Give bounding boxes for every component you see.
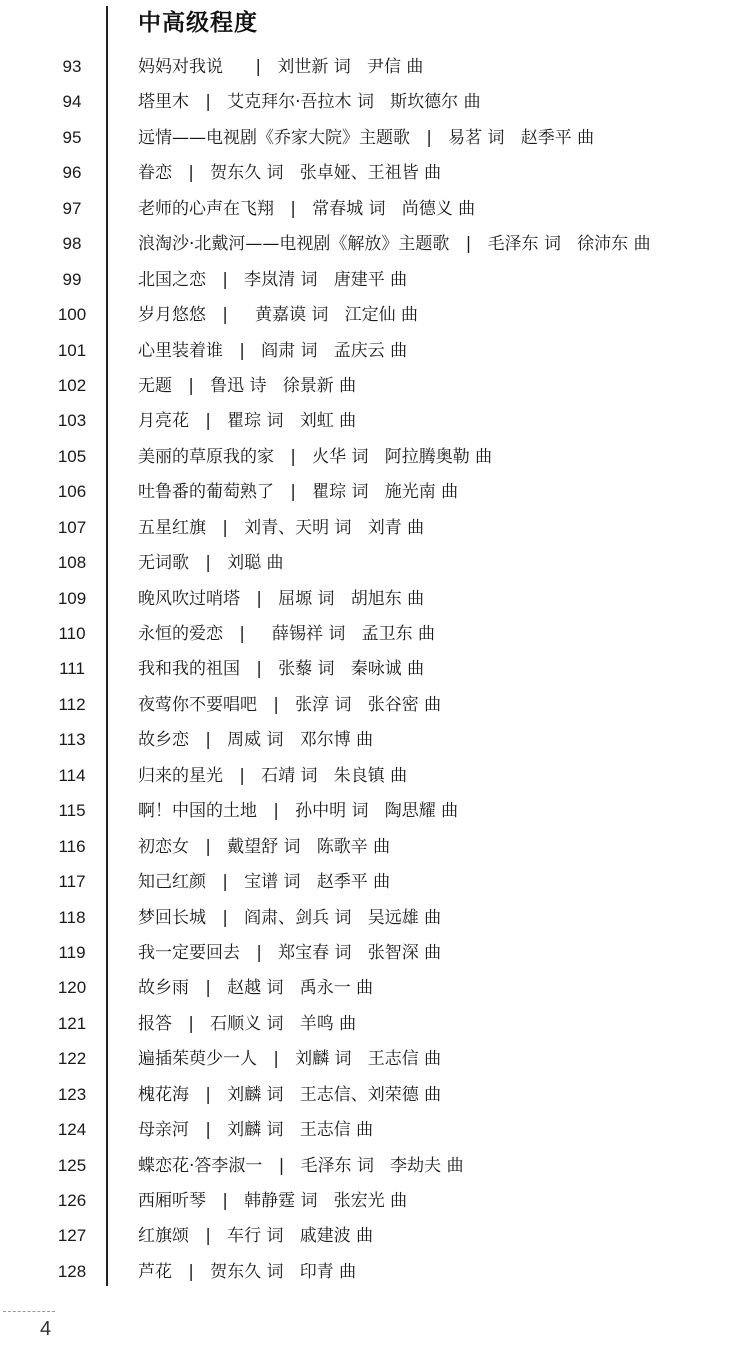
list-item [0,617,750,652]
entry-number: 100 [57,305,87,325]
entry-number: 96 [62,163,82,183]
list-item [0,1149,750,1184]
entry-title: 槐花海 | 刘麟 词 王志信、刘荣德 曲 [138,1084,442,1105]
entry-number: 94 [62,92,82,112]
page-divider [3,1311,55,1312]
list-item [0,298,750,333]
entry-number: 107 [57,517,87,537]
list-item [0,1007,750,1042]
entry-number: 120 [57,978,87,998]
list-item [0,475,750,510]
page-number: 4 [40,1318,52,1340]
list-item [0,971,750,1006]
list-item [0,1078,750,1113]
entry-title: 母亲河 | 刘麟 词 王志信 曲 [138,1120,374,1141]
list-item [0,263,750,298]
entry-number: 106 [57,482,87,502]
section-number: 91 [57,4,79,24]
entry-title: 无题 | 鲁迅 诗 徐景新 曲 [138,375,357,396]
list-item [0,1184,750,1219]
section-title: 中高级程度 [138,10,258,36]
entry-title: 报答 | 石顺义 词 羊鸣 曲 [138,1013,357,1034]
entry-number: 113 [58,730,86,750]
list-item [0,85,750,120]
entry-title: 芦花 | 贺东久 词 印青 曲 [138,1261,357,1282]
contents-list [0,50,750,1290]
entry-number: 126 [57,1191,87,1210]
entry-number: 112 [58,694,86,714]
list-item [0,652,750,687]
entry-title: 红旗颂 | 车行 词 戚建波 曲 [138,1226,374,1247]
entry-title: 归来的星光 | 石靖 词 朱良镇 曲 [138,765,408,786]
entry-title: 老师的心声在飞翔 | 常春城 词 尚德义 曲 [138,198,476,219]
list-item [0,723,750,758]
list-item [0,334,750,369]
entry-title: 西厢听琴 | 韩静霆 词 张宏光 曲 [138,1191,408,1211]
entry-number: 123 [57,1084,87,1104]
list-item [0,865,750,900]
entry-title: 月亮花 | 瞿琮 词 刘虹 曲 [138,411,357,432]
entry-number: 102 [57,375,87,395]
entry-number: 125 [57,1155,87,1175]
list-item [0,192,750,227]
list-item [0,511,750,546]
entry-number: 111 [59,659,85,679]
entry-number: 127 [57,1226,87,1246]
entry-title: 五星红旗 | 刘青、天明 词 刘青 曲 [138,517,425,538]
list-item [0,1219,750,1254]
entry-title: 我一定要回去 | 郑宝春 词 张智深 曲 [138,942,442,963]
list-item [0,688,750,723]
entry-number: 118 [58,907,86,927]
entry-number: 93 [62,57,82,76]
entry-title: 妈妈对我说 | 刘世新 词 尹信 曲 [138,57,424,77]
entry-number: 121 [57,1013,87,1033]
list-item [0,227,750,262]
entry-number: 115 [58,801,86,821]
entry-number: 99 [62,269,82,289]
list-item [0,546,750,581]
entry-number: 109 [57,588,87,608]
list-item [0,1113,750,1148]
entry-number: 122 [57,1049,87,1069]
list-item [0,404,750,439]
list-item [0,1255,750,1290]
entry-title: 岁月悠悠 | 黄嘉谟 词 江定仙 曲 [138,305,418,326]
list-item [0,50,750,85]
entry-number: 114 [58,765,86,785]
entry-number: 110 [58,624,86,643]
entry-title: 永恒的爱恋 | 薛锡祥 词 孟卫东 曲 [138,624,435,644]
list-item [0,830,750,865]
entry-number: 105 [57,446,87,466]
entry-title: 故乡雨 | 赵越 词 禹永一 曲 [138,978,374,999]
entry-number: 95 [62,127,82,147]
entry-title: 塔里木 | 艾克拜尔·吾拉木 词 斯坎德尔 曲 [138,92,481,113]
entry-number: 116 [58,836,86,856]
list-item [0,1042,750,1077]
entry-number: 97 [62,198,82,218]
entry-title: 蝶恋花·答李淑一 | 毛泽东 词 李劫夫 曲 [138,1155,464,1176]
list-item [0,440,750,475]
entry-title: 无词歌 | 刘聪 曲 [138,553,284,574]
entry-number: 128 [57,1261,87,1281]
entry-title: 夜莺你不要唱吧 | 张淳 词 张谷密 曲 [138,694,442,715]
entry-title: 眷恋 | 贺东久 词 张卓娅、王祖皆 曲 [138,163,442,184]
entry-title: 吐鲁番的葡萄熟了 | 瞿琮 词 施光南 曲 [138,482,459,503]
entry-number: 108 [57,553,87,573]
list-item [0,121,750,156]
list-item [0,369,750,404]
entry-title: 心里装着谁 | 阎肃 词 孟庆云 曲 [138,340,408,361]
list-item [0,759,750,794]
entry-title: 遍插茱萸少一人 | 刘麟 词 王志信 曲 [138,1049,442,1070]
entry-number: 101 [57,340,87,360]
list-item [0,582,750,617]
entry-title: 知己红颜 | 宝谱 词 赵季平 曲 [138,872,391,893]
entry-title: 晚风吹过哨塔 | 屈塬 词 胡旭东 曲 [138,588,425,609]
entry-number: 103 [57,411,87,431]
list-item [0,936,750,971]
entry-title: 浪淘沙·北戴河——电视剧《解放》主题歌 | 毛泽东 词 徐沛东 曲 [138,234,651,255]
entry-title: 我和我的祖国 | 张藜 词 秦咏诚 曲 [138,659,425,680]
entry-title: 初恋女 | 戴望舒 词 陈歌辛 曲 [138,836,391,857]
entry-number: 98 [62,234,82,254]
entry-title: 美丽的草原我的家 | 火华 词 阿拉腾奥勒 曲 [138,446,493,467]
entry-title: 啊！中国的土地 | 孙中明 词 陶思耀 曲 [138,801,459,822]
entry-number: 117 [58,872,86,892]
list-item [0,794,750,829]
entry-title: 梦回长城 | 阎肃、剑兵 词 吴远雄 曲 [138,907,442,928]
entry-title: 远情——电视剧《乔家大院》主题歌 | 易茗 词 赵季平 曲 [138,127,595,148]
entry-number: 119 [58,942,86,962]
entry-title: 北国之恋 | 李岚清 词 唐建平 曲 [138,269,408,290]
entry-title: 故乡恋 | 周威 词 邓尔博 曲 [138,730,374,751]
list-item [0,901,750,936]
list-item [0,156,750,191]
entry-number: 124 [57,1120,87,1140]
